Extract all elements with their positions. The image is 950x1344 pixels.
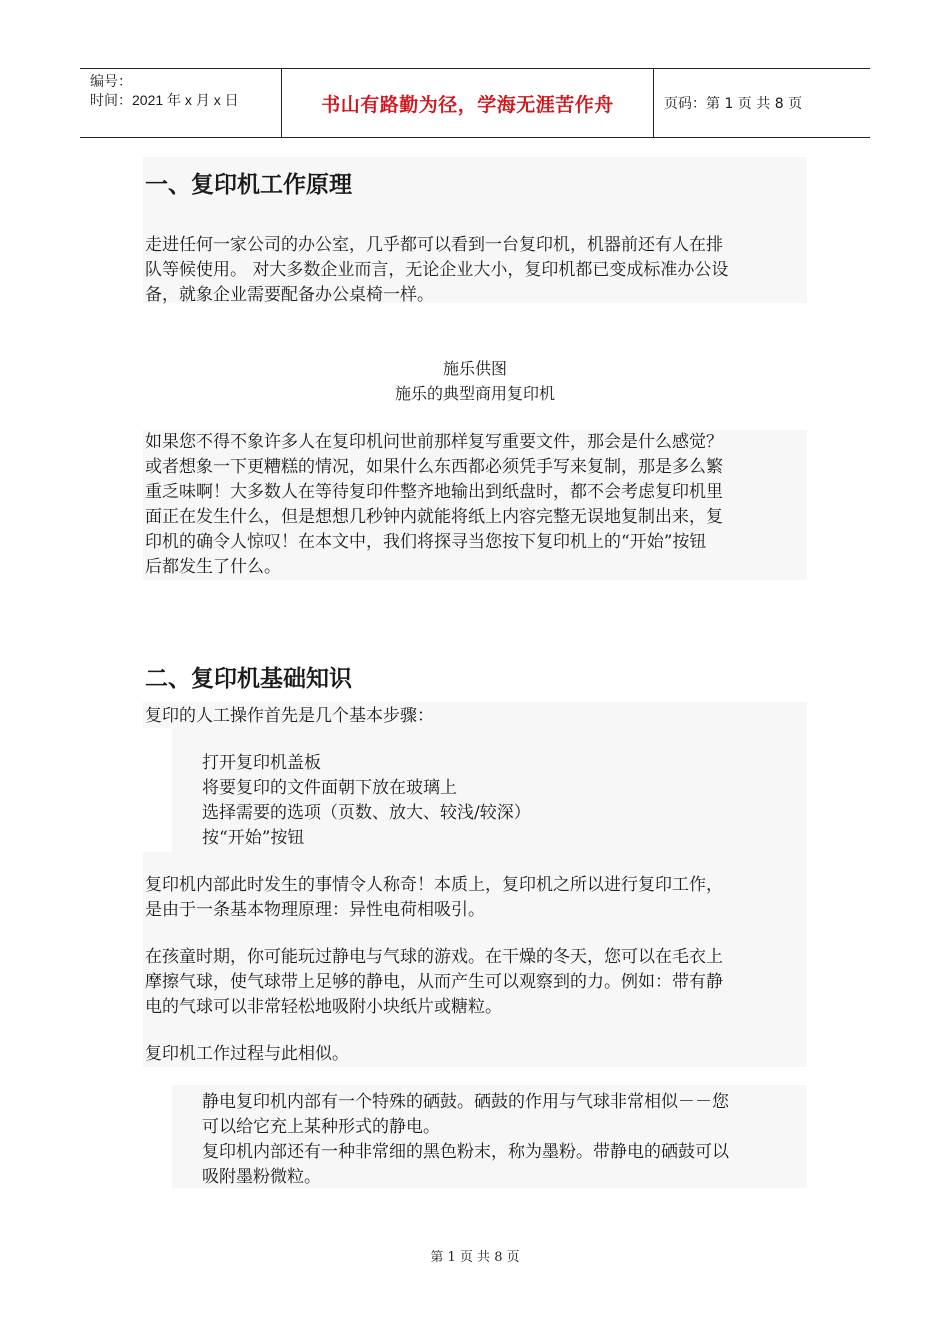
image-caption: 施乐的典型商用复印机 [394, 384, 555, 403]
text-line: 如果您不得不象许多人在复印机问世前那样复写重要文件，那会是什么感觉？ [145, 432, 723, 452]
list-item: 选择需要的选项（页数、放大、较浅/较深） [202, 803, 531, 823]
list-item: 可以给它充上某种形式的静电。 [202, 1117, 440, 1137]
list-item: 复印机内部还有一种非常细的黑色粉末，称为墨粉。带静电的硒鼓可以 [202, 1142, 729, 1162]
header-motto [282, 69, 654, 137]
text-line: 面正在发生什么，但是想想几秒钟内就能将纸上内容完整无误地复制出来，复 [145, 507, 723, 527]
text-line: 备，就象企业需要配备办公桌椅一样。 [145, 285, 434, 305]
list-item: 静电复印机内部有一个特殊的硒鼓。硒鼓的作用与气球非常相似－－您 [202, 1092, 729, 1112]
text-line: 电的气球可以非常轻松地吸附小块纸片或糖粒。 [145, 997, 502, 1017]
motto-text: 书山有路勤为径，学海无涯苦作舟 [321, 93, 614, 116]
section2-para4 [145, 945, 723, 1020]
text-line: 后都发生了什么。 [145, 557, 281, 577]
section1-para1 [145, 233, 728, 308]
text-line: 或者想象一下更糟糕的情况，如果什么东西都必须凭手写来复制，那是多么繁 [145, 457, 723, 477]
number-label: 编号： [90, 73, 132, 89]
bullets-list [202, 1090, 729, 1190]
text-line: 在孩童时期，你可能玩过静电与气球的游戏。在干燥的冬天，您可以在毛衣上 [145, 947, 723, 967]
text-line: 重乏味啊！大多数人在等待复印件整齐地输出到纸盘时，都不会考虑复印机里 [145, 482, 723, 502]
header-page-info [654, 69, 870, 137]
page-footer: 第 1 页 共 8 页 [430, 1250, 520, 1265]
text-line: 复印机内部此时发生的事情令人称奇！本质上，复印机之所以进行复印工作， [145, 875, 723, 895]
text-line: 摩擦气球，使气球带上足够的静电，从而产生可以观察到的力。例如：带有静 [145, 972, 723, 992]
section2-para3 [145, 873, 723, 923]
list-item: 打开复印机盖板 [202, 753, 321, 773]
section1-para2 [145, 430, 723, 580]
header-meta [80, 69, 282, 137]
text-line: 走进任何一家公司的办公室，几乎都可以看到一台复印机，机器前还有人在排 [145, 235, 723, 255]
time-label: 时间：2021 年 x 月 x 日 [90, 92, 239, 108]
page-info-text: 页码：第 1 页 共 8 页 [664, 96, 803, 112]
section2-title: 二、复印机基础知识 [145, 666, 352, 692]
image-credit: 施乐供图 [442, 359, 507, 378]
text-line: 印机的确令人惊叹！在本文中，我们将探寻当您按下复印机上的“开始”按钮 [145, 532, 707, 552]
header-table [80, 68, 870, 138]
list-item: 按“开始”按钮 [202, 828, 305, 848]
steps-list [202, 751, 531, 851]
list-item: 吸附墨粉微粒。 [202, 1167, 321, 1187]
section1-title: 一、复印机工作原理 [145, 172, 352, 198]
text-line: 是由于一条基本物理原理：异性电荷相吸引。 [145, 900, 485, 920]
section2-para5: 复印机工作过程与此相似。 [145, 1044, 349, 1064]
text-line: 队等候使用。 对大多数企业而言，无论企业大小，复印机都已变成标准办公设 [145, 260, 729, 280]
section2-intro: 复印的人工操作首先是几个基本步骤： [145, 706, 434, 726]
list-item: 将要复印的文件面朝下放在玻璃上 [202, 778, 457, 798]
